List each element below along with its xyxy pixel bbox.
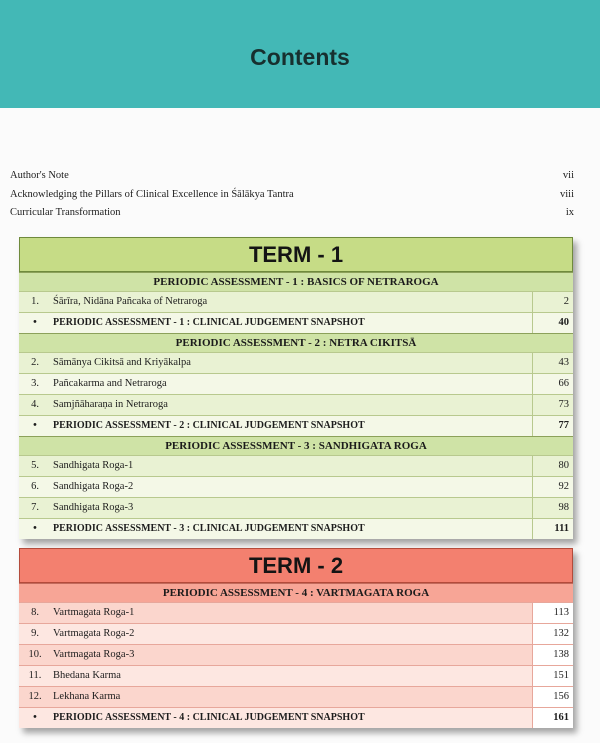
chapter-number: • xyxy=(19,708,51,728)
chapter-title: Vartmagata Roga-1 xyxy=(51,603,532,623)
chapter-number: • xyxy=(19,313,51,333)
assessment-heading: PERIODIC ASSESSMENT - 1 : BASICS OF NETRAROGA xyxy=(19,272,573,291)
chapter-title: Pañcakarma and Netraroga xyxy=(51,374,532,394)
chapter-title: Sāmānya Cikitsā and Kriyākalpa xyxy=(51,353,532,373)
term2-title: TERM - 2 xyxy=(19,548,573,583)
chapter-number: 8. xyxy=(19,603,51,623)
chapter-row[interactable] xyxy=(19,352,573,373)
chapter-title: Sandhigata Roga-2 xyxy=(51,477,532,497)
chapter-page: 138 xyxy=(532,645,573,665)
chapter-number: 1. xyxy=(19,292,51,312)
chapter-number: 11. xyxy=(19,666,51,686)
term-1-table xyxy=(19,237,573,539)
chapter-page: 161 xyxy=(532,708,573,728)
chapter-title: Bhedana Karma xyxy=(51,666,532,686)
assessment-heading: PERIODIC ASSESSMENT - 4 : VARTMAGATA ROGA xyxy=(19,583,573,602)
chapter-row[interactable] xyxy=(19,455,573,476)
chapter-page: 2 xyxy=(532,292,573,312)
prelim-title: Acknowledging the Pillars of Clinical Excellence in Śālākya Tantra xyxy=(10,188,294,200)
chapter-page: 113 xyxy=(532,603,573,623)
snapshot-row[interactable] xyxy=(19,707,573,728)
chapter-number: 7. xyxy=(19,498,51,518)
chapter-page: 111 xyxy=(532,519,573,539)
chapter-title: PERIODIC ASSESSMENT - 2 : CLINICAL JUDGEMENT SNAPSHOT xyxy=(51,416,532,436)
chapter-row[interactable] xyxy=(19,476,573,497)
chapter-title: Lekhana Karma xyxy=(51,687,532,707)
prelim-title: Curricular Transformation xyxy=(10,207,121,218)
chapter-page: 77 xyxy=(532,416,573,436)
chapter-title: Sandhigata Roga-3 xyxy=(51,498,532,518)
chapter-page: 80 xyxy=(532,456,573,476)
chapter-page: 43 xyxy=(532,353,573,373)
chapter-row[interactable] xyxy=(19,291,573,312)
chapter-page: 92 xyxy=(532,477,573,497)
chapter-page: 132 xyxy=(532,624,573,644)
chapter-row[interactable] xyxy=(19,497,573,518)
prelim-entry[interactable] xyxy=(10,204,574,223)
chapter-row[interactable] xyxy=(19,394,573,415)
chapter-row[interactable] xyxy=(19,665,573,686)
chapter-row[interactable] xyxy=(19,602,573,623)
chapter-number: • xyxy=(19,416,51,436)
snapshot-row[interactable] xyxy=(19,415,573,436)
chapter-title: Śārīra, Nidāna Pañcaka of Netraroga xyxy=(51,292,532,312)
chapter-number: • xyxy=(19,519,51,539)
prelim-title: Author's Note xyxy=(10,170,69,181)
prelim-page: vii xyxy=(562,170,574,181)
chapter-number: 12. xyxy=(19,687,51,707)
chapter-number: 9. xyxy=(19,624,51,644)
chapter-page: 40 xyxy=(532,313,573,333)
chapter-page: 156 xyxy=(532,687,573,707)
snapshot-row[interactable] xyxy=(19,518,573,539)
chapter-title: PERIODIC ASSESSMENT - 1 : CLINICAL JUDGEMENT SNAPSHOT xyxy=(51,313,532,333)
chapter-row[interactable] xyxy=(19,686,573,707)
prelim-entry[interactable] xyxy=(10,167,574,186)
prelim-page: ix xyxy=(565,207,574,218)
chapter-title: Sandhigata Roga-1 xyxy=(51,456,532,476)
chapter-page: 73 xyxy=(532,395,573,415)
chapter-title: Samjñāharaṇa in Netraroga xyxy=(51,395,532,415)
term-2-table xyxy=(19,548,573,728)
chapter-title: PERIODIC ASSESSMENT - 3 : CLINICAL JUDGEMENT SNAPSHOT xyxy=(51,519,532,539)
page-title: Contents xyxy=(250,44,350,70)
chapter-row[interactable] xyxy=(19,644,573,665)
chapter-number: 3. xyxy=(19,374,51,394)
chapter-number: 2. xyxy=(19,353,51,373)
assessment-heading: PERIODIC ASSESSMENT - 2 : NETRA CIKITSĀ xyxy=(19,333,573,352)
chapter-title: Vartmagata Roga-3 xyxy=(51,645,532,665)
chapter-number: 4. xyxy=(19,395,51,415)
chapter-number: 6. xyxy=(19,477,51,497)
chapter-page: 98 xyxy=(532,498,573,518)
chapter-page: 66 xyxy=(532,374,573,394)
assessment-heading: PERIODIC ASSESSMENT - 3 : SANDHIGATA ROGA xyxy=(19,436,573,455)
prelims-list xyxy=(10,167,574,223)
chapter-title: PERIODIC ASSESSMENT - 4 : CLINICAL JUDGEMENT SNAPSHOT xyxy=(51,708,532,728)
snapshot-row[interactable] xyxy=(19,312,573,333)
prelim-entry[interactable] xyxy=(10,186,574,205)
chapter-row[interactable] xyxy=(19,623,573,644)
chapter-row[interactable] xyxy=(19,373,573,394)
chapter-number: 10. xyxy=(19,645,51,665)
chapter-title: Vartmagata Roga-2 xyxy=(51,624,532,644)
prelim-page: viii xyxy=(559,188,574,200)
chapter-number: 5. xyxy=(19,456,51,476)
term1-title: TERM - 1 xyxy=(19,237,573,272)
chapter-page: 151 xyxy=(532,666,573,686)
